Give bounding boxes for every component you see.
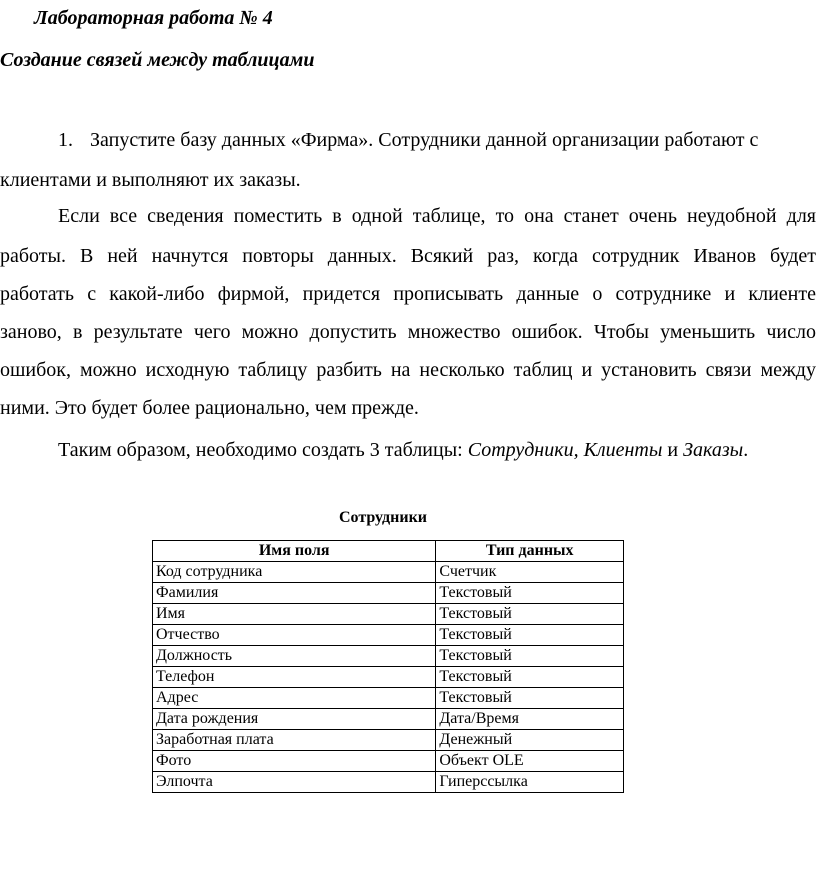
field-name-cell: Имя [153, 604, 436, 625]
field-name-cell: Фамилия [153, 583, 436, 604]
data-type-cell: Текстовый [436, 646, 624, 667]
data-type-cell: Дата/Время [436, 709, 624, 730]
document-subtitle: Создание связей между таблицами [0, 49, 315, 71]
paragraph-tables-prefix: Таким образом, необходимо создать 3 таблицы: [58, 439, 468, 461]
field-name-cell: Код сотрудника [153, 562, 436, 583]
table-name-employees-clients: Сотрудники, Клиенты [467, 439, 663, 461]
data-type-cell: Текстовый [436, 604, 624, 625]
data-type-cell: Счетчик [436, 562, 624, 583]
paragraph-tables-list [58, 436, 748, 464]
table-row [153, 772, 624, 793]
paragraph-tables-and: и [662, 439, 684, 461]
data-type-cell: Объект OLE [436, 751, 624, 772]
field-name-cell: Дата рождения [153, 709, 436, 730]
field-name-cell: Отчество [153, 625, 436, 646]
document-title: Лабораторная работа № 4 [34, 7, 273, 29]
table-row [153, 646, 624, 667]
field-name-cell: Телефон [153, 667, 436, 688]
paragraph-line-1: Если все сведения поместить в одной таблице, то она станет очень неудобной для [58, 205, 816, 227]
employees-fields-table [152, 540, 624, 793]
paragraph-line-5: ошибок, можно исходную таблицу разбить на несколько таблиц и установить связи между [0, 359, 816, 381]
table-name-orders: Заказы [683, 439, 744, 461]
paragraph-line-3: работать с какой-либо фирмой, придется прописывать данные о сотруднике и клиенте [0, 283, 816, 305]
table-row [153, 709, 624, 730]
paragraph-tables-end: . [743, 439, 749, 461]
table-header-row [153, 541, 624, 562]
list-item-line-1: Запустите базу данных «Фирма». Сотрудники данной организации работают с [90, 129, 759, 151]
data-type-cell: Текстовый [436, 625, 624, 646]
table-row [153, 583, 624, 604]
column-header-field-name: Имя поля [153, 541, 436, 562]
table-row [153, 667, 624, 688]
paragraph-line-2: работы. В ней начнутся повторы данных. Всякий раз, когда сотрудник Иванов будет [0, 245, 816, 267]
paragraph-line-4: заново, в результате чего можно допустить множество ошибок. Чтобы уменьшить число [0, 321, 816, 343]
table-row [153, 730, 624, 751]
table-row [153, 604, 624, 625]
table-caption: Сотрудники [338, 509, 428, 526]
paragraph-line-6: ними. Это будет более рационально, чем прежде. [0, 397, 419, 419]
table-row [153, 625, 624, 646]
data-type-cell: Текстовый [436, 583, 624, 604]
data-type-cell: Текстовый [436, 688, 624, 709]
list-number: 1. [58, 129, 73, 151]
table-row [153, 688, 624, 709]
data-type-cell: Текстовый [436, 667, 624, 688]
field-name-cell: Элпочта [153, 772, 436, 793]
field-name-cell: Фото [153, 751, 436, 772]
column-header-data-type: Тип данных [436, 541, 624, 562]
data-type-cell: Денежный [436, 730, 624, 751]
field-name-cell: Заработная плата [153, 730, 436, 751]
list-item-line-2: клиентами и выполняют их заказы. [0, 169, 301, 191]
field-name-cell: Адрес [153, 688, 436, 709]
table-row [153, 751, 624, 772]
table-row [153, 562, 624, 583]
data-type-cell: Гиперссылка [436, 772, 624, 793]
field-name-cell: Должность [153, 646, 436, 667]
